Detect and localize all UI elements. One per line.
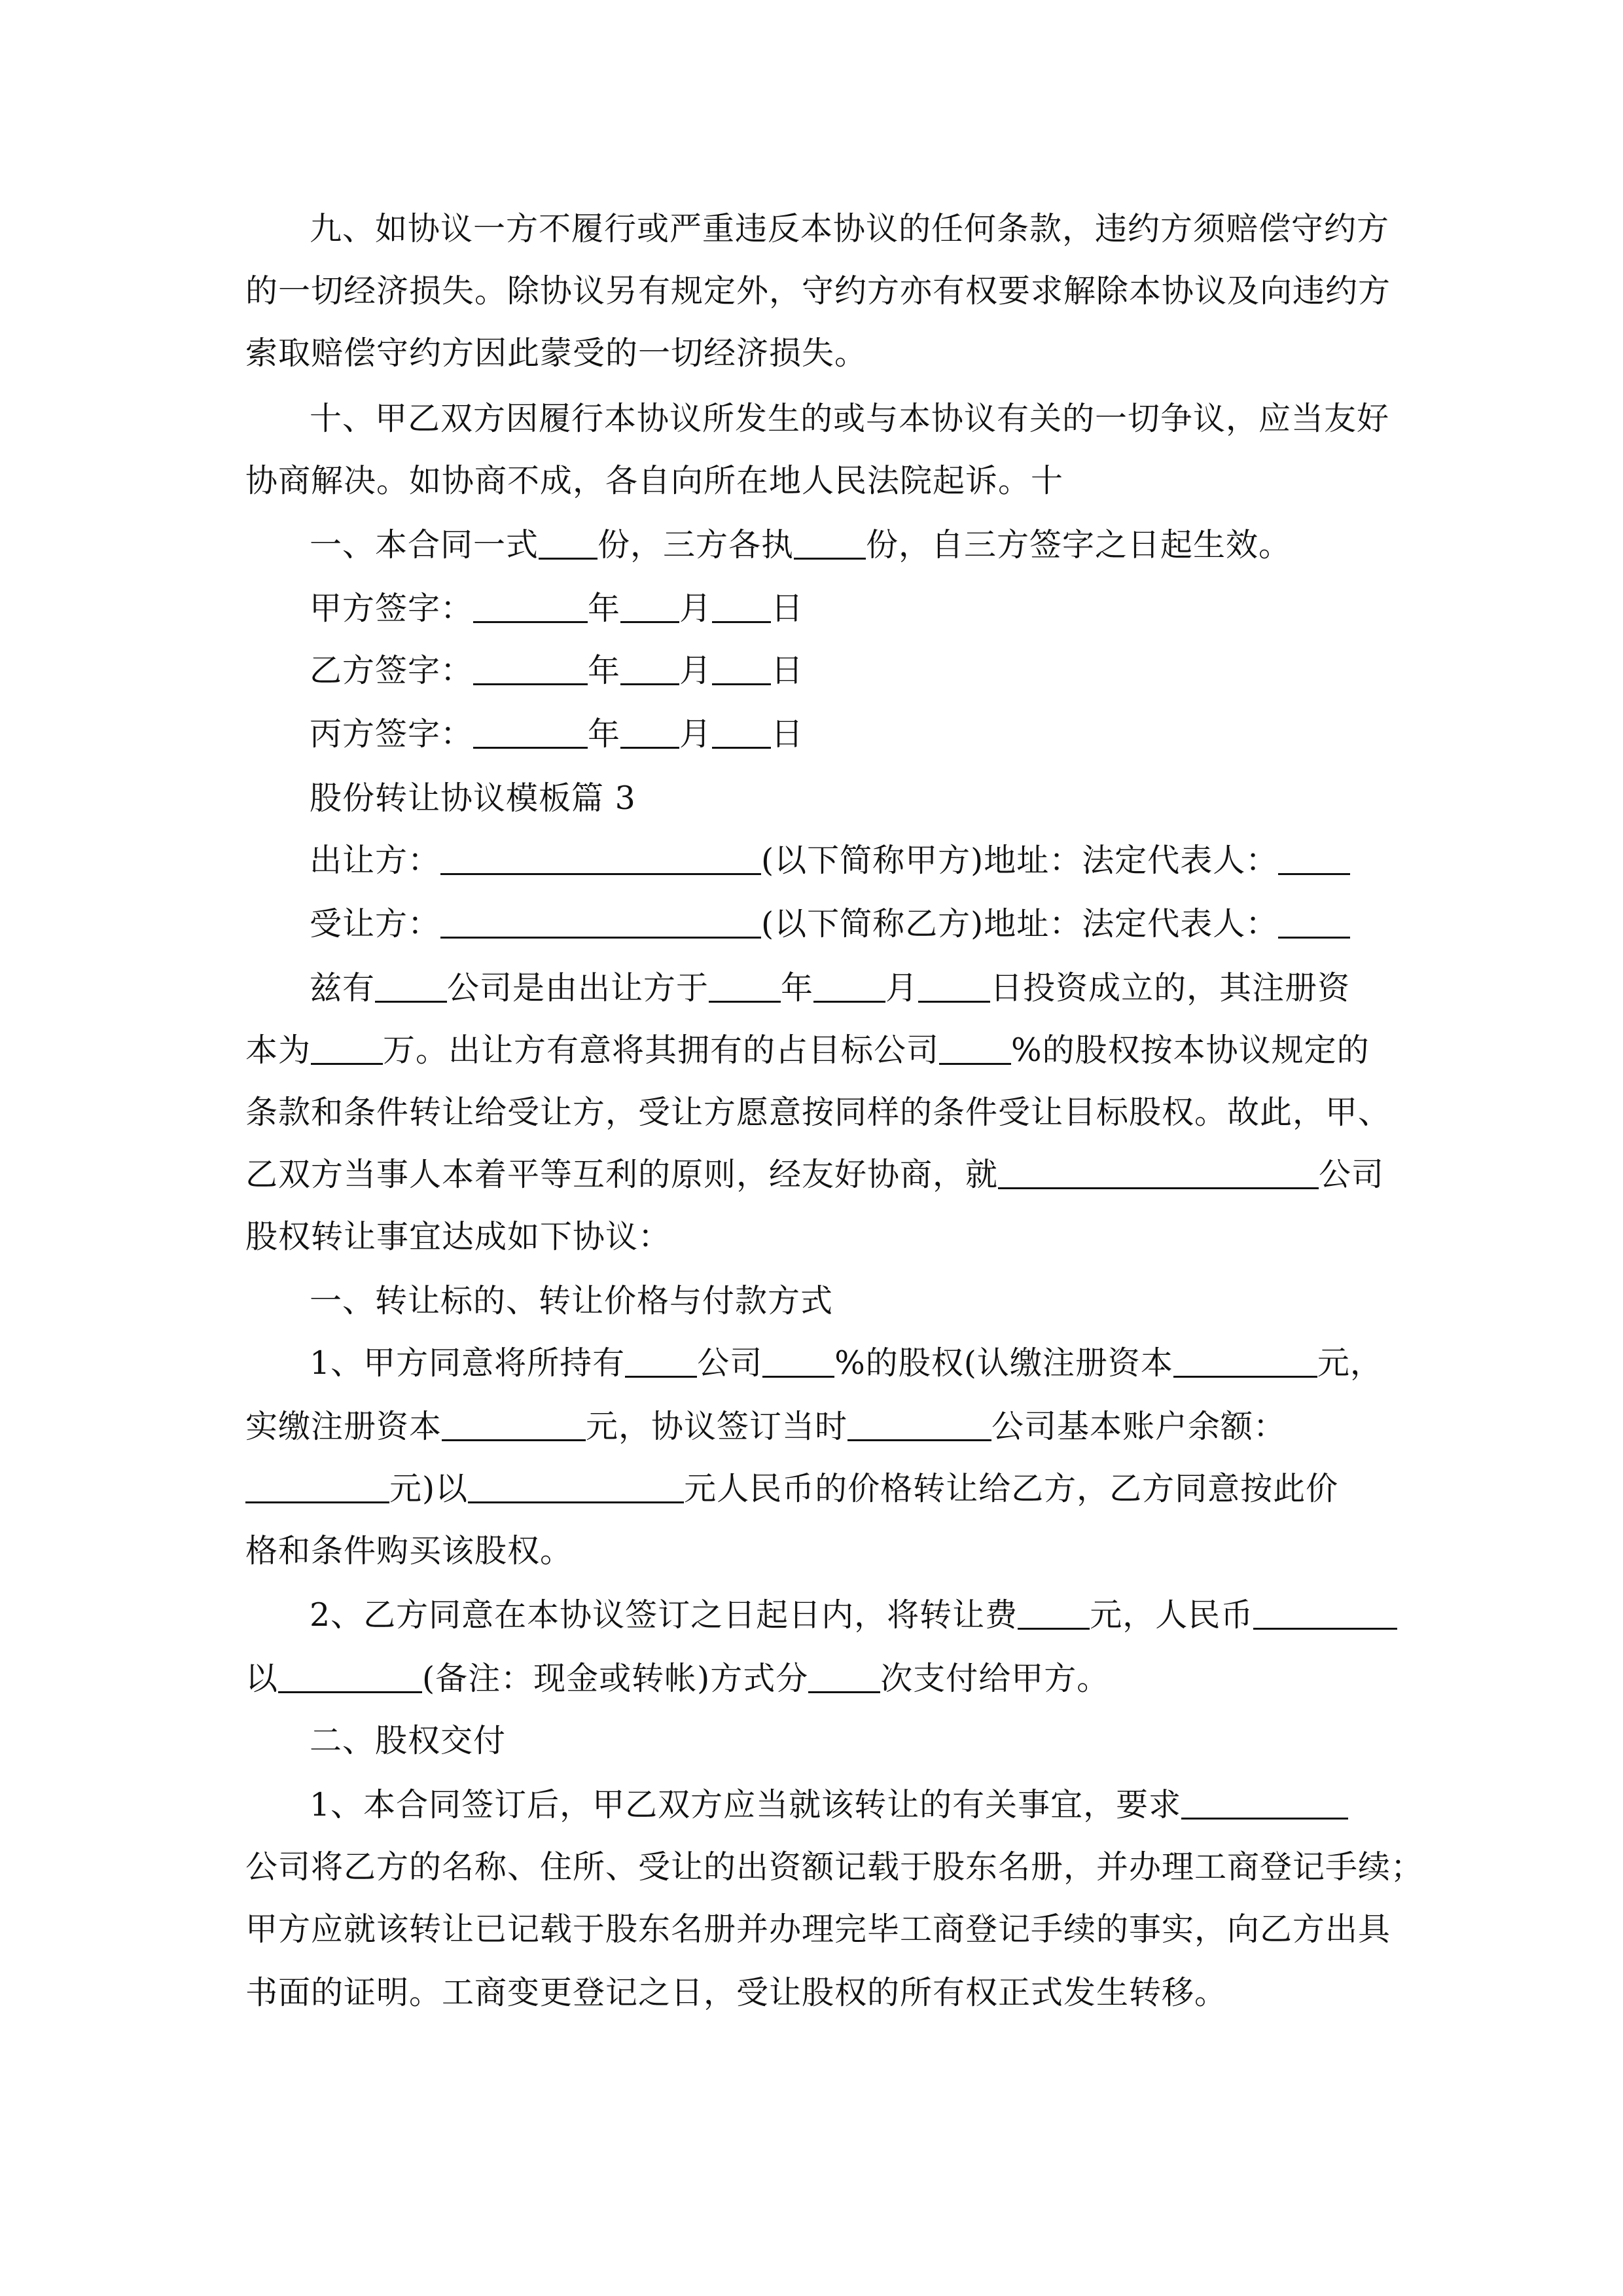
signature-label: 乙方签字：	[310, 652, 474, 689]
year-blank[interactable]	[709, 972, 781, 1003]
rmb-amount-blank[interactable]	[1253, 1599, 1397, 1630]
clause-9-line-2: 的一切经济损失。除协议另有规定外，守约方亦有权要求解除本协议及向违约方	[245, 272, 1391, 310]
signature-year-blank[interactable]	[473, 718, 588, 749]
transferor-label: 出让方：	[310, 842, 441, 879]
transferee-label: 受让方：	[310, 905, 441, 942]
signature-month-blank[interactable]	[620, 655, 679, 685]
clause-10-line-1: 十、甲乙双方因履行本协议所发生的或与本协议有关的一切争议，应当友好	[310, 400, 1390, 437]
payment-method-blank[interactable]	[278, 1662, 422, 1693]
month-label: 月	[679, 715, 713, 753]
transferor-details: (以下简称甲方)地址：法定代表人：	[761, 842, 1279, 879]
article-2-item-1-line-3: 甲方应就该转让已记载于股东名册并办理完毕工商登记手续的事实，向乙方出具	[245, 1910, 1391, 1948]
clause-11-line	[310, 519, 1291, 571]
signature-line-party-c	[310, 708, 804, 761]
article-text: 元)以	[389, 1470, 469, 1507]
article-1-item-1-line-1	[310, 1337, 1383, 1390]
preamble-text: 本为	[245, 1031, 312, 1069]
article-2-title: 二、股权交付	[310, 1722, 507, 1759]
article-text: 次支付给甲方。	[880, 1660, 1110, 1697]
clause-9-line-3: 索取赔偿守约方因此蒙受的一切经济损失。	[245, 334, 868, 372]
transferee-line	[310, 898, 1350, 950]
day-blank[interactable]	[918, 972, 990, 1003]
article-2-item-1-line-2: 公司将乙方的名称、住所、受让的出资额记载于股东名册，并办理工商登记手续；	[245, 1848, 1424, 1886]
copies-total-blank[interactable]	[539, 529, 597, 560]
article-text: 1、甲方同意将所持有	[310, 1344, 626, 1382]
article-text: 公司	[697, 1344, 763, 1382]
day-label: 日	[771, 715, 804, 753]
transferor-line	[310, 834, 1350, 887]
month-blank[interactable]	[813, 972, 885, 1003]
year-label: 年	[588, 715, 621, 753]
transfer-price-blank[interactable]	[468, 1473, 684, 1503]
clause-11-text-3: 份，自三方签字之日起生效。	[866, 526, 1292, 564]
signature-month-blank[interactable]	[620, 718, 679, 749]
signature-day-blank[interactable]	[712, 718, 771, 749]
article-1-item-2-line-2	[245, 1653, 1109, 1705]
article-text: 以	[245, 1660, 279, 1697]
article-text: 元人民币的价格转让给乙方，乙方同意按此价	[684, 1470, 1339, 1507]
transferee-representative-blank[interactable]	[1278, 908, 1350, 939]
year-label: 年	[588, 652, 621, 689]
article-text: 实缴注册资本	[245, 1408, 442, 1445]
signature-day-blank[interactable]	[712, 592, 771, 623]
article-1-title: 一、转让标的、转让价格与付款方式	[310, 1282, 834, 1319]
held-percent-blank[interactable]	[762, 1347, 834, 1378]
signature-year-blank[interactable]	[473, 655, 588, 685]
article-1-item-1-line-4: 格和条件购买该股权。	[245, 1532, 573, 1570]
transfer-fee-blank[interactable]	[1018, 1599, 1090, 1630]
article-text: 公司基本账户余额：	[991, 1408, 1287, 1445]
transferee-name-blank[interactable]	[440, 908, 761, 939]
article-1-item-1-line-3	[245, 1463, 1338, 1515]
signature-month-blank[interactable]	[620, 592, 679, 623]
article-text: 1、本合同签订后，甲乙双方应当就该转让的有关事宜，要求	[310, 1786, 1182, 1823]
section-title: 股份转让协议模板篇 3	[310, 780, 636, 817]
installments-blank[interactable]	[808, 1662, 880, 1693]
signature-label: 丙方签字：	[310, 715, 474, 753]
preamble-line-2	[245, 1024, 1370, 1077]
signature-line-party-a	[310, 583, 804, 635]
article-text: (备注：现金或转帐)方式分	[422, 1660, 809, 1697]
equity-percent-blank[interactable]	[939, 1034, 1011, 1065]
signature-label: 甲方签字：	[310, 590, 474, 627]
day-label: 日	[771, 590, 804, 627]
preamble-text: 年	[781, 969, 814, 1007]
article-text: 元，人民币	[1090, 1596, 1254, 1634]
preamble-text: 日投资成立的，其注册资	[990, 969, 1351, 1007]
month-label: 月	[679, 590, 713, 627]
transferee-details: (以下简称乙方)地址：法定代表人：	[761, 905, 1279, 942]
article-2-item-1-line-1	[310, 1779, 1348, 1831]
clause-9-line-1: 九、如协议一方不履行或严重违反本协议的任何条款，违约方须赔偿守约方	[310, 210, 1390, 247]
preamble-line-1	[310, 962, 1350, 1014]
article-text: 元，	[1317, 1344, 1383, 1382]
copies-each-blank[interactable]	[794, 529, 866, 560]
company-request-blank[interactable]	[1181, 1789, 1348, 1820]
signature-day-blank[interactable]	[712, 655, 771, 685]
preamble-text: 月	[885, 969, 919, 1007]
article-text: 2、乙方同意在本协议签订之日起日内，将转让费	[310, 1596, 1018, 1634]
preamble-line-5: 股权转让事宜达成如下协议：	[245, 1218, 671, 1255]
preamble-text: %的股权按本协议规定的	[1011, 1031, 1370, 1069]
preamble-text: 公司是由出让方于	[447, 969, 709, 1007]
company-name-blank[interactable]	[375, 972, 447, 1003]
preamble-line-3: 条款和条件转让给受让方，受让方愿意按同样的条件受让目标股权。故此，甲、	[245, 1094, 1391, 1131]
article-1-item-2-line-1	[310, 1589, 1397, 1641]
target-company-blank[interactable]	[998, 1158, 1319, 1189]
preamble-text: 兹有	[310, 969, 376, 1007]
clause-11-text-2: 份，三方各执	[597, 526, 794, 564]
clause-11-text-1: 一、本合同一式	[310, 526, 539, 564]
preamble-text: 乙双方当事人本着平等互利的原则，经友好协商，就	[245, 1156, 999, 1193]
signature-line-party-b	[310, 645, 804, 697]
preamble-text: 万。出让方有意将其拥有的占目标公司	[383, 1031, 940, 1069]
transferor-name-blank[interactable]	[440, 844, 761, 875]
account-company-blank[interactable]	[847, 1410, 991, 1441]
article-text: %的股权(认缴注册资本	[834, 1344, 1173, 1382]
signature-year-blank[interactable]	[473, 592, 588, 623]
subscribed-capital-blank[interactable]	[1173, 1347, 1317, 1378]
account-balance-blank[interactable]	[245, 1473, 389, 1503]
article-1-item-1-line-2	[245, 1401, 1286, 1453]
clause-10-line-2: 协商解决。如协商不成，各自向所在地人民法院起诉。十	[245, 462, 1064, 499]
preamble-line-4	[245, 1149, 1384, 1201]
transferor-representative-blank[interactable]	[1278, 844, 1350, 875]
year-label: 年	[588, 590, 621, 627]
held-company-blank[interactable]	[625, 1347, 697, 1378]
registered-capital-blank[interactable]	[311, 1034, 383, 1065]
preamble-text: 公司	[1319, 1156, 1385, 1193]
article-text: 元，协议签订当时	[586, 1408, 848, 1445]
article-2-item-1-line-4: 书面的证明。工商变更登记之日，受让股权的所有权正式发生转移。	[245, 1974, 1228, 2011]
day-label: 日	[771, 652, 804, 689]
paid-capital-blank[interactable]	[442, 1410, 586, 1441]
month-label: 月	[679, 652, 713, 689]
